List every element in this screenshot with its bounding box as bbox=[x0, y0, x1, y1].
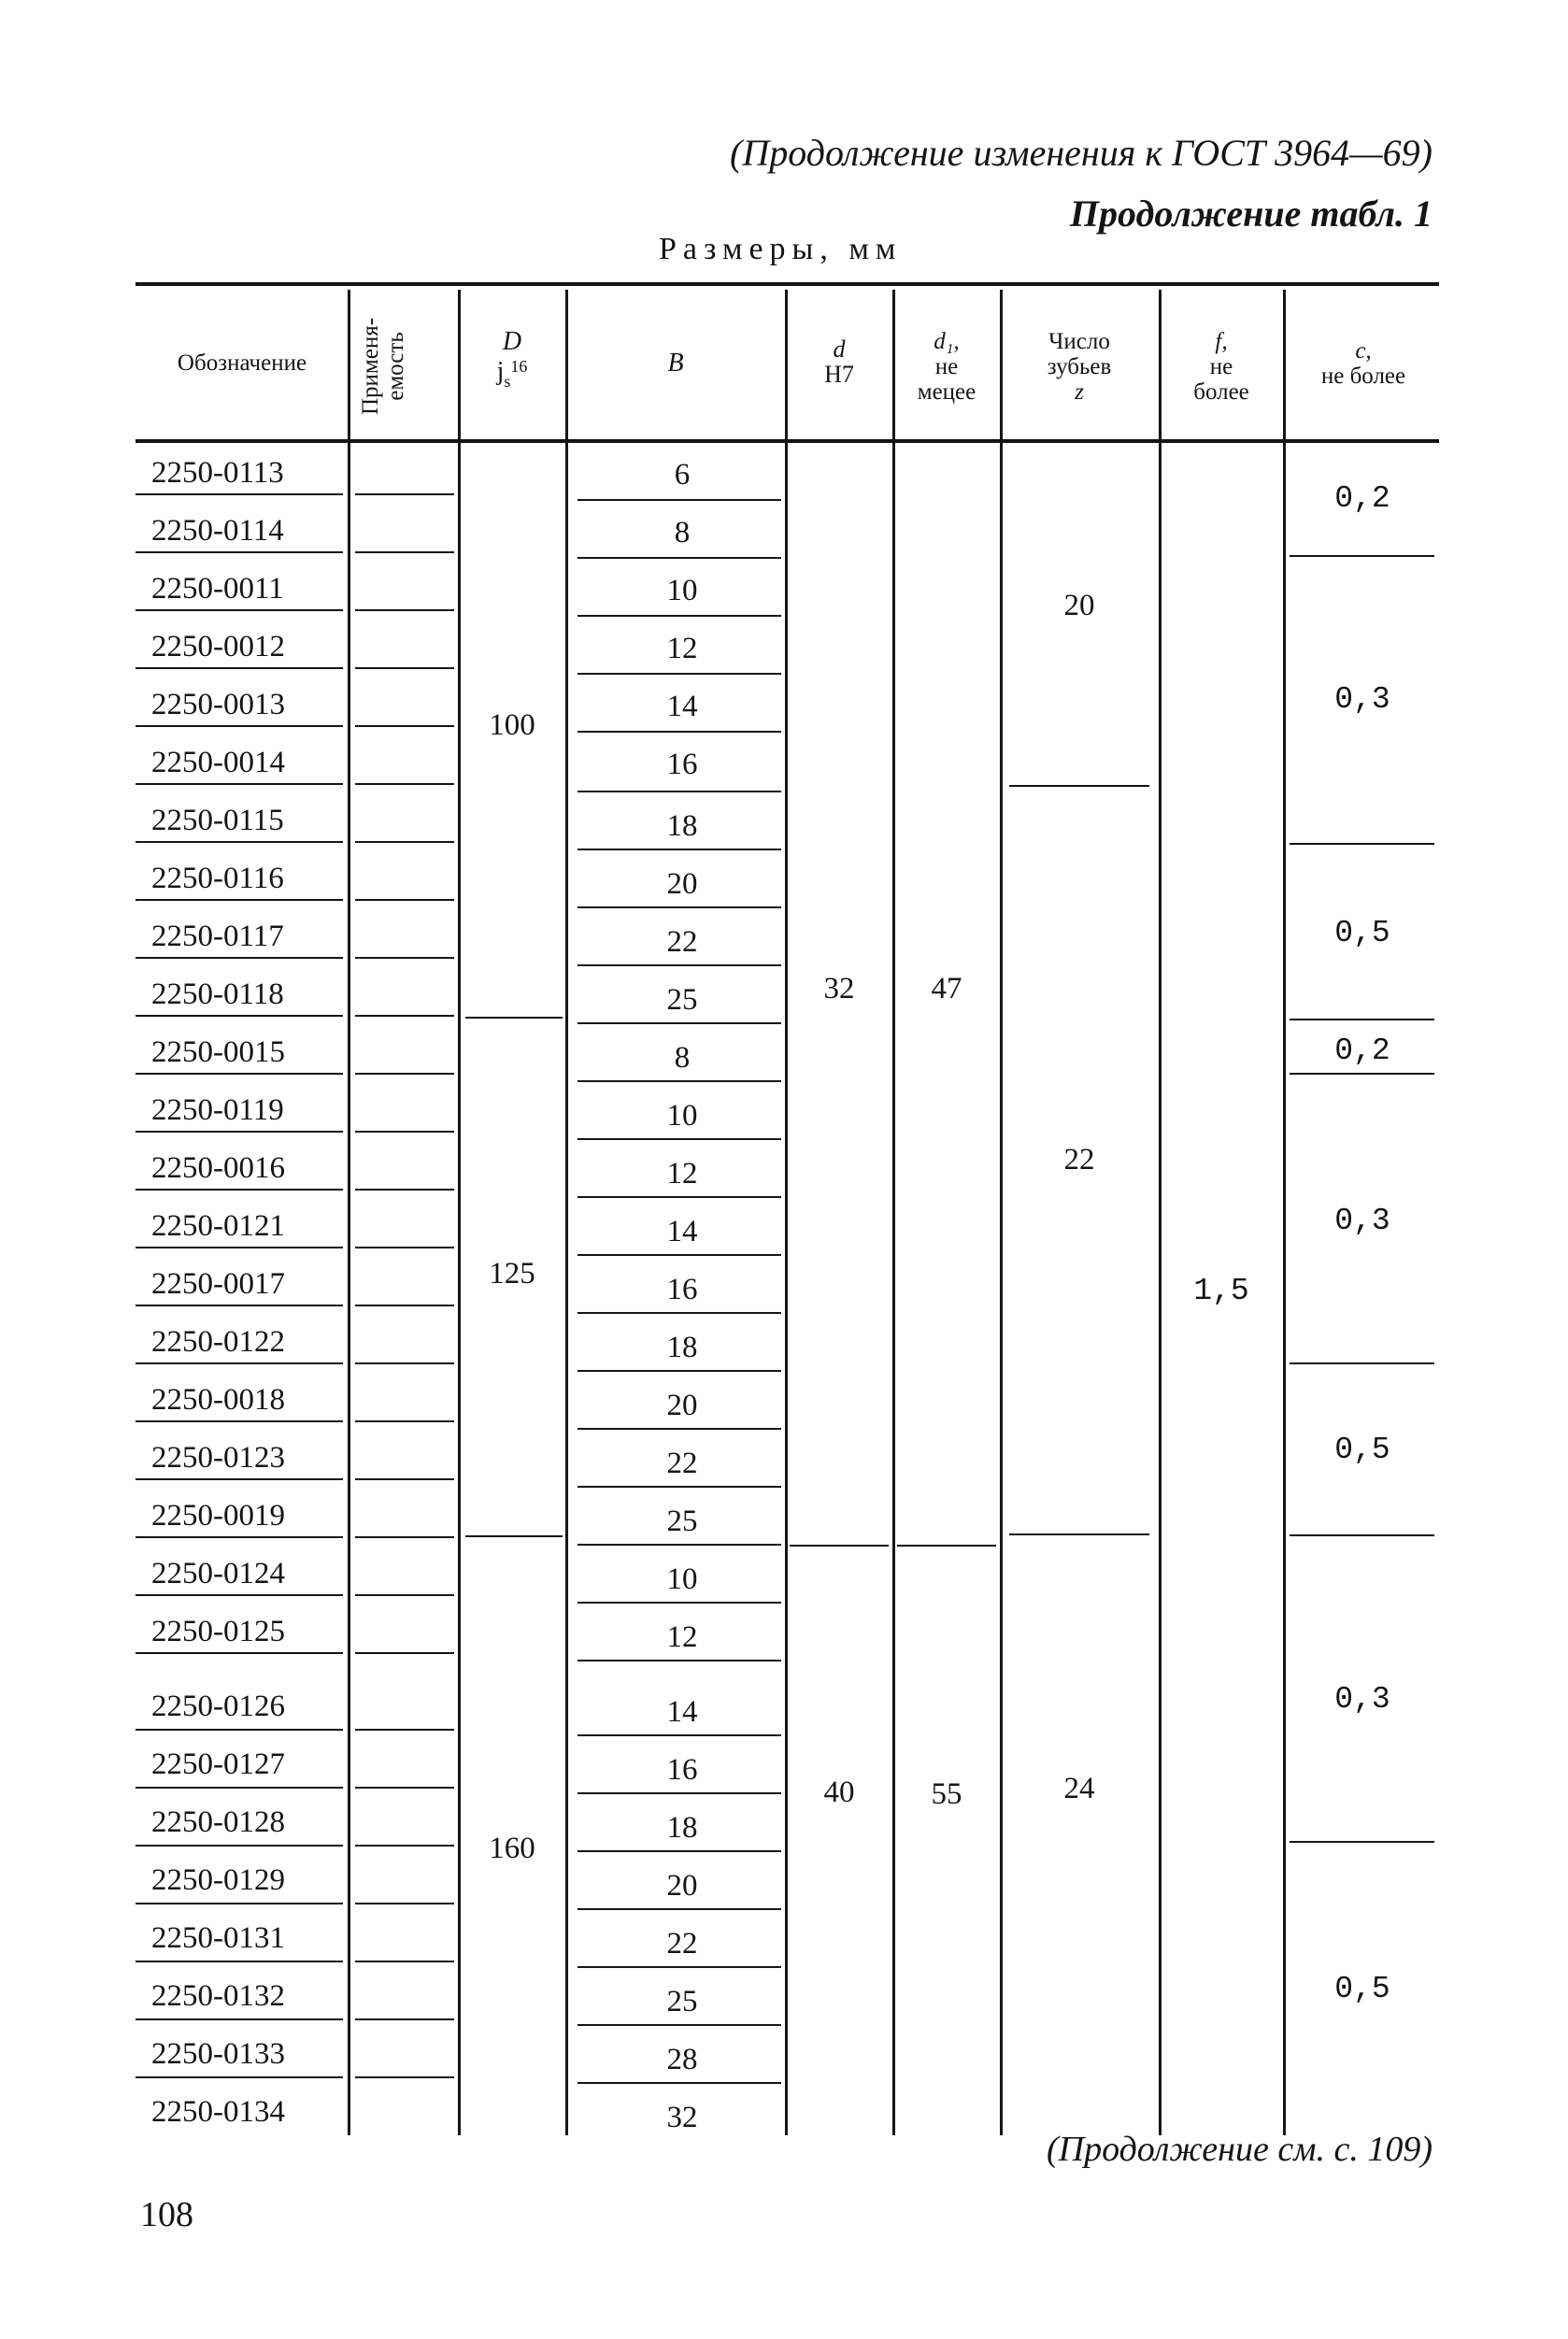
row-rule bbox=[355, 725, 454, 727]
designation-cell: 2250-0114 bbox=[151, 514, 284, 548]
row-rule bbox=[577, 673, 781, 675]
row-rule bbox=[135, 1903, 343, 1904]
col-divider-6 bbox=[1000, 290, 1003, 2135]
B-cell: 20 bbox=[666, 1869, 698, 1903]
row-rule bbox=[577, 1138, 781, 1140]
header-c: c, не более bbox=[1320, 338, 1406, 389]
row-rule bbox=[577, 1908, 781, 1910]
row-rule bbox=[135, 1845, 343, 1847]
row-rule bbox=[577, 906, 781, 908]
designation-cell: 2250-0118 bbox=[151, 977, 284, 1011]
teeth-value: 20 bbox=[1063, 589, 1095, 622]
row-rule bbox=[135, 899, 343, 901]
c-group-rule bbox=[1290, 555, 1434, 557]
header-d1: d₁, не мецее bbox=[917, 329, 976, 405]
row-rule bbox=[135, 957, 343, 959]
designation-cell: 2250-0117 bbox=[151, 920, 284, 953]
B-cell: 20 bbox=[666, 867, 698, 901]
designation-cell: 2250-0115 bbox=[151, 804, 284, 837]
header-teeth: Число зубьев z bbox=[1047, 329, 1112, 405]
B-cell: 16 bbox=[666, 748, 698, 781]
c-value: 0,5 bbox=[1334, 916, 1390, 950]
B-cell: 10 bbox=[666, 574, 698, 607]
B-cell: 14 bbox=[666, 1215, 698, 1248]
teeth-value: 24 bbox=[1063, 1772, 1095, 1805]
row-rule bbox=[577, 1312, 781, 1314]
B-cell: 28 bbox=[666, 2043, 698, 2076]
row-rule bbox=[355, 957, 454, 959]
c-group-rule bbox=[1290, 843, 1434, 845]
row-rule bbox=[135, 1536, 343, 1538]
designation-cell: 2250-0015 bbox=[151, 1035, 285, 1069]
designation-cell: 2250-0016 bbox=[151, 1151, 285, 1185]
designation-cell: 2250-0017 bbox=[151, 1267, 285, 1301]
table-continuation-title: Продолжение табл. 1 bbox=[1069, 193, 1433, 235]
header-D bbox=[463, 327, 562, 389]
row-rule bbox=[577, 1196, 781, 1198]
row-rule bbox=[135, 1131, 343, 1133]
col-divider-7 bbox=[1159, 290, 1162, 2135]
row-rule bbox=[135, 1594, 343, 1596]
row-rule bbox=[577, 964, 781, 966]
B-cell: 14 bbox=[666, 690, 698, 723]
teeth-value: 22 bbox=[1063, 1143, 1095, 1177]
B-cell: 14 bbox=[666, 1695, 698, 1729]
B-cell: 12 bbox=[666, 632, 698, 665]
row-rule bbox=[135, 725, 343, 727]
designation-cell: 2250-0129 bbox=[151, 1863, 285, 1897]
row-rule bbox=[577, 615, 781, 617]
page-number: 108 bbox=[140, 2195, 193, 2234]
continuation-title: (Продолжение изменения к ГОСТ 3964—69) bbox=[730, 132, 1433, 174]
D-group-rule bbox=[465, 1017, 563, 1019]
designation-label: Обозначение bbox=[177, 350, 307, 376]
row-rule bbox=[135, 1787, 343, 1789]
row-rule bbox=[355, 841, 454, 843]
f-value: 1,5 bbox=[1193, 1274, 1249, 1308]
row-rule bbox=[135, 1420, 343, 1422]
B-cell: 22 bbox=[666, 925, 698, 959]
B-cell: 18 bbox=[666, 1331, 698, 1364]
row-rule bbox=[355, 1536, 454, 1538]
row-rule bbox=[577, 849, 781, 850]
header-B: B bbox=[667, 349, 684, 378]
B-cell: 8 bbox=[674, 516, 691, 549]
row-rule bbox=[355, 899, 454, 901]
row-rule bbox=[355, 1420, 454, 1422]
designation-cell: 2250-0011 bbox=[151, 572, 284, 606]
row-rule bbox=[355, 1729, 454, 1731]
row-rule bbox=[577, 791, 781, 792]
row-rule bbox=[577, 2024, 781, 2026]
D-symbol: D bbox=[502, 327, 522, 356]
row-rule bbox=[577, 1602, 781, 1604]
designation-cell: 2250-0125 bbox=[151, 1615, 285, 1648]
designation-cell: 2250-0014 bbox=[151, 746, 285, 779]
designation-cell: 2250-0113 bbox=[151, 456, 284, 490]
header-d: d H7 bbox=[824, 335, 854, 388]
designation-cell: 2250-0121 bbox=[151, 1209, 285, 1243]
row-rule bbox=[355, 1652, 454, 1654]
row-rule bbox=[135, 1478, 343, 1480]
D-value: 160 bbox=[489, 1832, 535, 1865]
c-value: 0,5 bbox=[1334, 1972, 1390, 2006]
D-value: 125 bbox=[489, 1257, 535, 1291]
D-value: 100 bbox=[489, 708, 535, 742]
row-rule bbox=[355, 1247, 454, 1248]
row-rule bbox=[577, 1080, 781, 1082]
row-rule bbox=[135, 609, 343, 611]
d1-group-rule bbox=[897, 1545, 996, 1547]
B-cell: 22 bbox=[666, 1447, 698, 1480]
d-group-rule bbox=[790, 1545, 889, 1547]
row-rule bbox=[355, 1015, 454, 1017]
c-group-rule bbox=[1290, 1073, 1434, 1075]
c-value: 0,2 bbox=[1334, 481, 1390, 516]
designation-cell: 2250-0019 bbox=[151, 1499, 285, 1533]
row-rule bbox=[135, 667, 343, 669]
B-cell: 25 bbox=[666, 1505, 698, 1538]
row-rule bbox=[577, 1792, 781, 1794]
designation-cell: 2250-0133 bbox=[151, 2037, 285, 2071]
row-rule bbox=[577, 1544, 781, 1546]
designation-cell: 2250-0134 bbox=[151, 2095, 285, 2129]
row-rule bbox=[355, 609, 454, 611]
designation-cell: 2250-0122 bbox=[151, 1325, 285, 1359]
c-group-rule bbox=[1290, 1019, 1434, 1020]
designation-cell: 2250-0131 bbox=[151, 1921, 285, 1955]
row-rule bbox=[355, 1073, 454, 1075]
designation-cell: 2250-0119 bbox=[151, 1093, 284, 1127]
B-cell: 10 bbox=[666, 1099, 698, 1133]
c-group-rule bbox=[1290, 1534, 1434, 1536]
c-value: 0,3 bbox=[1334, 1204, 1390, 1238]
row-rule bbox=[577, 1850, 781, 1852]
row-rule bbox=[577, 2082, 781, 2084]
designation-cell: 2250-0132 bbox=[151, 1979, 285, 2013]
B-cell: 12 bbox=[666, 1157, 698, 1191]
col-divider-8 bbox=[1283, 290, 1286, 2135]
row-rule bbox=[135, 2018, 343, 2020]
row-rule bbox=[355, 1594, 454, 1596]
designation-cell: 2250-0127 bbox=[151, 1747, 285, 1781]
row-rule bbox=[135, 783, 343, 785]
row-rule bbox=[355, 2018, 454, 2020]
c-value: 0,5 bbox=[1334, 1433, 1390, 1467]
row-rule bbox=[135, 493, 343, 495]
row-rule bbox=[135, 1247, 343, 1248]
row-rule bbox=[577, 731, 781, 733]
c-value: 0,3 bbox=[1334, 1682, 1390, 1717]
row-rule bbox=[355, 1787, 454, 1789]
row-rule bbox=[355, 1478, 454, 1480]
d-value: 32 bbox=[823, 972, 855, 1005]
header-applicability: Применя-емость bbox=[358, 317, 408, 416]
B-cell: 16 bbox=[666, 1753, 698, 1787]
designation-cell: 2250-0116 bbox=[151, 862, 284, 895]
B-cell: 8 bbox=[674, 1041, 691, 1075]
B-cell: 12 bbox=[666, 1620, 698, 1654]
row-rule bbox=[577, 1660, 781, 1662]
row-rule bbox=[577, 1254, 781, 1256]
row-rule bbox=[135, 841, 343, 843]
B-cell: 6 bbox=[674, 458, 691, 492]
row-rule bbox=[355, 1305, 454, 1306]
row-rule bbox=[577, 1486, 781, 1488]
row-rule bbox=[577, 499, 781, 501]
designation-cell: 2250-0013 bbox=[151, 688, 285, 721]
table-top-rule bbox=[135, 282, 1439, 286]
B-cell: 18 bbox=[666, 1811, 698, 1845]
row-rule bbox=[355, 783, 454, 785]
row-rule bbox=[355, 1362, 454, 1364]
B-cell: 25 bbox=[666, 1985, 698, 2018]
row-rule bbox=[355, 667, 454, 669]
teeth-group-rule bbox=[1009, 785, 1149, 787]
row-rule bbox=[135, 1362, 343, 1364]
B-cell: 32 bbox=[666, 2101, 698, 2134]
row-rule bbox=[355, 1189, 454, 1191]
B-cell: 22 bbox=[666, 1927, 698, 1961]
designation-cell: 2250-0124 bbox=[151, 1557, 285, 1590]
continuation-note: (Продолжение см. с. 109) bbox=[1046, 2130, 1433, 2169]
D-group-rule bbox=[465, 1535, 563, 1537]
B-cell: 18 bbox=[666, 809, 698, 843]
sizes-caption: Размеры, мм bbox=[659, 232, 903, 266]
D-tolerance: $j_s^{16}$ bbox=[496, 357, 528, 391]
c-value: 0,3 bbox=[1334, 682, 1390, 717]
B-cell: 16 bbox=[666, 1273, 698, 1306]
col-divider-5 bbox=[892, 290, 895, 2135]
designation-cell: 2250-0018 bbox=[151, 1383, 285, 1417]
row-rule bbox=[355, 1961, 454, 1962]
B-cell: 10 bbox=[666, 1562, 698, 1596]
row-rule bbox=[135, 1961, 343, 1962]
row-rule bbox=[135, 1729, 343, 1731]
row-rule bbox=[577, 557, 781, 559]
d1-value: 47 bbox=[931, 972, 962, 1005]
designation-cell: 2250-0126 bbox=[151, 1690, 285, 1723]
row-rule bbox=[355, 2076, 454, 2078]
col-divider-1 bbox=[348, 290, 350, 2135]
row-rule bbox=[577, 1022, 781, 1024]
col-divider-2 bbox=[458, 290, 461, 2135]
designation-cell: 2250-0128 bbox=[151, 1805, 285, 1839]
col-divider-4 bbox=[785, 290, 788, 2135]
c-value: 0,2 bbox=[1334, 1034, 1390, 1068]
row-rule bbox=[135, 1015, 343, 1017]
c-group-rule bbox=[1290, 1362, 1434, 1364]
row-rule bbox=[135, 1073, 343, 1075]
row-rule bbox=[135, 1652, 343, 1654]
c-group-rule bbox=[1290, 1841, 1434, 1843]
row-rule bbox=[355, 1131, 454, 1133]
row-rule bbox=[135, 2076, 343, 2078]
row-rule bbox=[577, 1734, 781, 1736]
row-rule bbox=[577, 1428, 781, 1430]
d-value: 40 bbox=[823, 1776, 855, 1809]
row-rule bbox=[355, 1903, 454, 1904]
row-rule bbox=[135, 1305, 343, 1306]
designation-cell: 2250-0012 bbox=[151, 630, 285, 663]
row-rule bbox=[135, 551, 343, 553]
row-rule bbox=[355, 493, 454, 495]
row-rule bbox=[577, 1370, 781, 1372]
header-designation bbox=[140, 350, 344, 376]
teeth-group-rule bbox=[1009, 1533, 1149, 1535]
header-f: f, не более bbox=[1193, 329, 1249, 405]
B-cell: 20 bbox=[666, 1389, 698, 1422]
row-rule bbox=[355, 1845, 454, 1847]
d1-value: 55 bbox=[931, 1777, 962, 1811]
row-rule bbox=[577, 1966, 781, 1968]
B-cell: 25 bbox=[666, 983, 698, 1017]
designation-cell: 2250-0123 bbox=[151, 1441, 285, 1475]
row-rule bbox=[355, 551, 454, 553]
col-divider-3 bbox=[565, 290, 568, 2135]
row-rule bbox=[135, 1189, 343, 1191]
